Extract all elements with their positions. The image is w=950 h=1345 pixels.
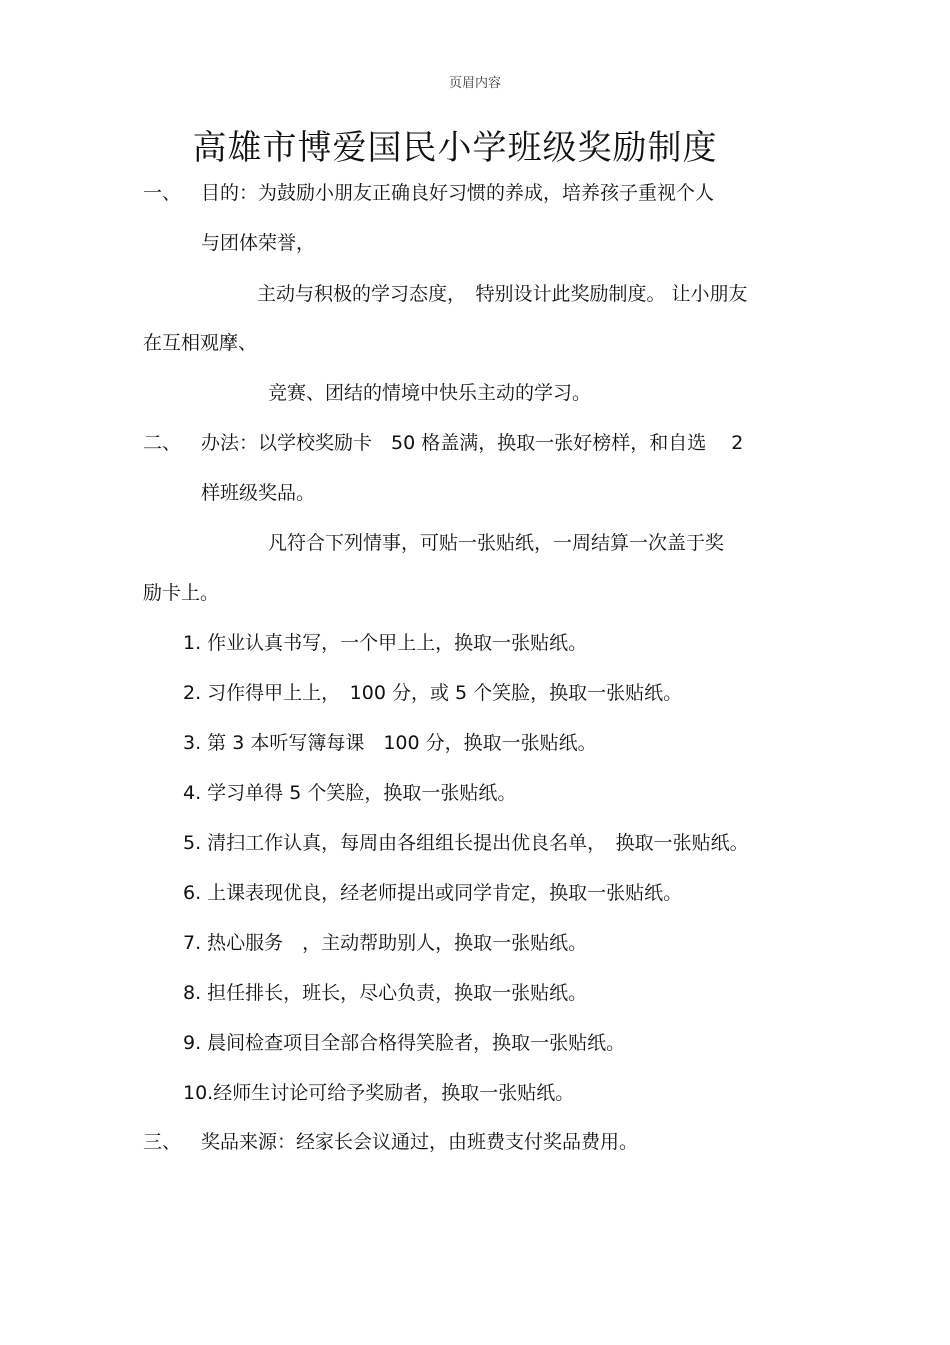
list-item: 10.经师生讨论可给予奖励者，换取一张贴纸。 bbox=[183, 1082, 575, 1104]
list-item: 4. 学习单得 5 个笑脸，换取一张贴纸。 bbox=[183, 782, 517, 804]
section-1-line-2: 与团体荣誉， bbox=[201, 232, 316, 254]
section-2-line-4: 励卡上。 bbox=[143, 582, 220, 604]
section-3-line-1: 奖品来源：经家长会议通过，由班费支付奖品费用。 bbox=[201, 1131, 639, 1153]
document-title: 高雄市博爱国民小学班级奖励制度 bbox=[192, 128, 718, 168]
section-1-line-1: 目的：为鼓励小朋友正确良好习惯的养成，培养孩子重视个人 bbox=[201, 182, 715, 204]
list-item: 5. 清扫工作认真，每周由各组组长提出优良名单， 换取一张贴纸。 bbox=[183, 832, 749, 854]
list-item: 9. 晨间检查项目全部合格得笑脸者，换取一张贴纸。 bbox=[183, 1032, 626, 1054]
section-1-line-5: 竞赛、团结的情境中快乐主动的学习。 bbox=[268, 382, 592, 404]
section-1-line-3: 主动与积极的学习态度， 特别设计此奖励制度。 让小朋友 bbox=[257, 283, 748, 305]
section-2-line-1: 办法：以学校奖励卡 50 格盖满，换取一张好榜样，和自选 2 bbox=[201, 432, 744, 454]
page-header: 页眉内容 bbox=[448, 76, 501, 91]
list-item: 2. 习作得甲上上， 100 分，或 5 个笑脸，换取一张贴纸。 bbox=[183, 682, 683, 704]
list-item: 6. 上课表现优良，经老师提出或同学肯定，换取一张贴纸。 bbox=[183, 882, 683, 904]
section-2-number: 二、 bbox=[143, 432, 182, 454]
list-item: 8. 担任排长，班长，尽心负责，换取一张贴纸。 bbox=[183, 982, 588, 1004]
section-2-line-3: 凡符合下列情事，可贴一张贴纸，一周结算一次盖于奖 bbox=[268, 532, 725, 554]
section-2-line-2: 样班级奖品。 bbox=[201, 482, 316, 504]
list-item: 3. 第 3 本听写簿每课 100 分，换取一张贴纸。 bbox=[183, 732, 597, 754]
list-item: 7. 热心服务 ，主动帮助别人，换取一张贴纸。 bbox=[183, 932, 588, 954]
list-item: 1. 作业认真书写，一个甲上上，换取一张贴纸。 bbox=[183, 632, 588, 654]
section-3-number: 三、 bbox=[143, 1131, 182, 1153]
section-1-number: 一、 bbox=[143, 182, 182, 204]
section-1-line-4: 在互相观摩、 bbox=[143, 332, 258, 354]
